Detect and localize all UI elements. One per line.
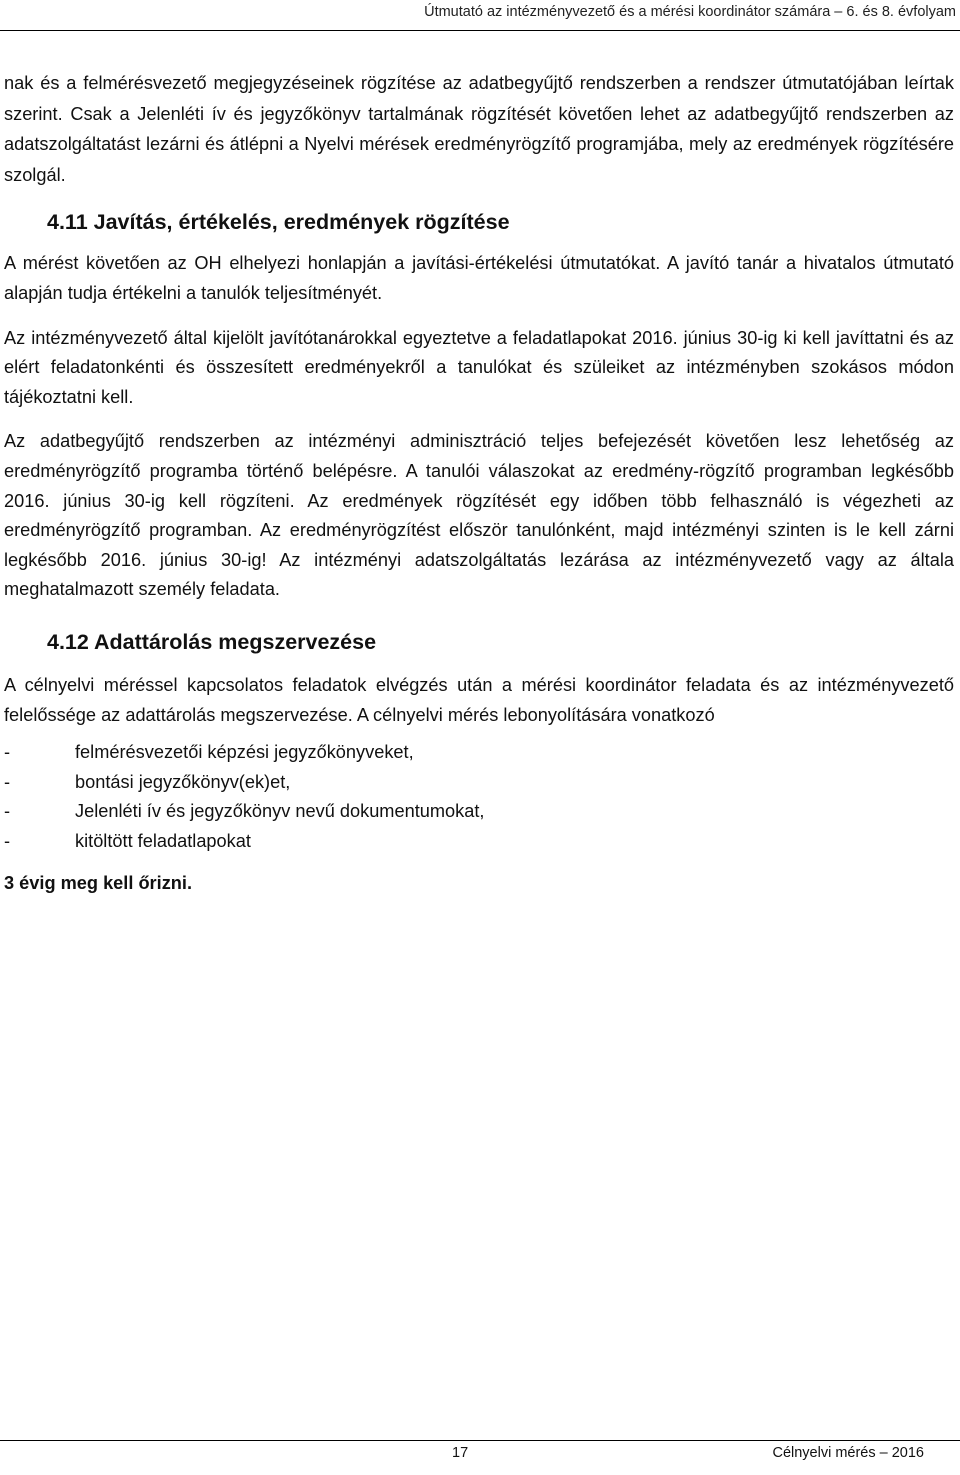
section-4-11-paragraph-3: Az adatbegyűjtő rendszerben az intézményi adminisztráció teljes befejezését követően lesz lehetőség az eredményrögzítő programba történő belépésre. A tanulói válaszokat az eredmény-rögzítő programban legkésőbb 2016. június 30-ig kell rögzíteni. Az eredmények rögzítését egy időben több felhasználó is végezheti az eredményrögzítő programban. Az eredményrögzítést először tanulónként, majd intézményi szinten is le kell zárni legkésőbb 2016. június 30-ig! Az intézményi adatszolgáltatás lezárása az intézményvezető vagy az általa meghatalmazott személy feladata.: [4, 431, 954, 600]
list-item-text: felmérésvezetői képzési jegyzőkönyveket,: [75, 742, 414, 763]
section-4-12-heading: 4.12 Adattárolás megszervezése: [47, 629, 377, 654]
section-4-11-paragraph-2: Az intézményvezető által kijelölt javítótanárokkal egyeztetve a feladatlapokat 2016. június 30-ig ki kell javíttatni és az elért feladatonkénti és összesített eredményekről a tanulókat és szüleiket az intézményben szokásos módon tájékoztatni kell.: [4, 327, 954, 407]
list-item: [4, 797, 954, 827]
header-rule: [0, 30, 960, 31]
section-4-11-paragraph-1: A mérést követően az OH elhelyezi honlapján a javítási-értékelési útmutatókat. A javító tanár a hivatalos útmutató alapján tudja értékelni a tanulók teljesítményét.: [4, 253, 954, 303]
storage-document-list: [4, 738, 954, 856]
list-item: [4, 827, 954, 857]
list-dash: -: [4, 801, 11, 822]
list-dash: -: [4, 742, 11, 763]
list-item: [4, 738, 954, 768]
list-item-text: kitöltött feladatlapokat: [75, 830, 251, 851]
retention-statement: 3 évig meg kell őrizni.: [4, 873, 193, 894]
page-content: [4, 68, 954, 898]
footer-title: Célnyelvi mérés – 2016: [772, 1445, 924, 1461]
section-4-12-paragraph: A célnyelvi méréssel kapcsolatos feladatok elvégzés után a mérési koordinátor feladata és az intézményvezető felelőssége az adattárolás megszervezése. A célnyelvi mérés lebonyolítására vonatkozó: [4, 674, 954, 725]
list-item: [4, 768, 954, 798]
footer-rule: [0, 1440, 960, 1441]
list-dash: -: [4, 771, 11, 792]
page-number: 17: [452, 1445, 469, 1461]
section-4-11-heading: 4.11 Javítás, értékelés, eredmények rögzítése: [47, 210, 510, 235]
list-dash: -: [4, 830, 11, 851]
intro-paragraph: nak és a felmérésvezető megjegyzéseinek rögzítése az adatbegyűjtő rendszerben a rendszer útmutatójában leírtak szerint. Csak a Jelenléti ív és jegyzőkönyv tartalmának rögzítését követően lehet az adatbegyűjtő rendszerben az adatszolgáltatást lezárni és átlépni a Nyelvi mérések eredményrögzítő programjába, mely az eredmények rögzítésére szolgál.: [4, 73, 954, 185]
list-item-text: Jelenléti ív és jegyzőkönyv nevű dokumentumokat,: [75, 801, 485, 822]
running-header: Útmutató az intézményvezető és a mérési koordinátor számára – 6. és 8. évfolyam: [424, 4, 956, 20]
list-item-text: bontási jegyzőkönyv(ek)et,: [75, 771, 291, 792]
